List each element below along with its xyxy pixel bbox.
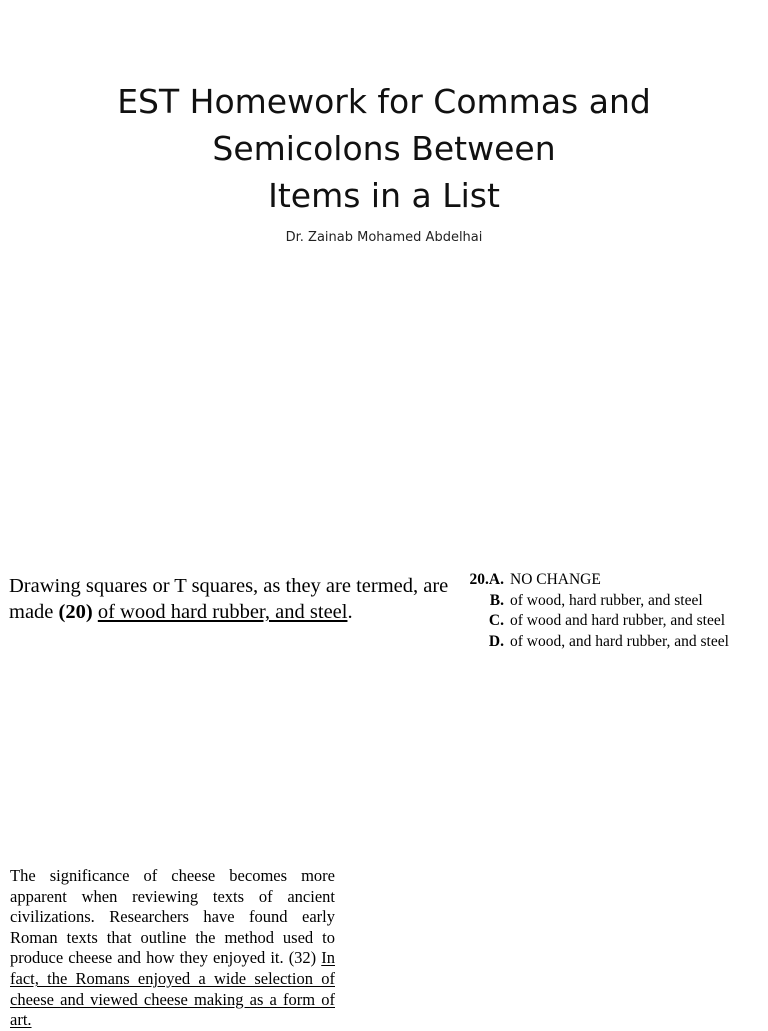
option-c: [463, 611, 753, 632]
title-line-2: Semicolons Between: [212, 129, 556, 168]
option-letter: 20.A.: [469, 571, 504, 588]
option-b: [463, 591, 753, 612]
question-20-options: [463, 570, 753, 652]
question-stem-text: Drawing squares or T squares, as they are termed, are made: [9, 575, 449, 623]
option-a: [463, 570, 753, 591]
title-line-3: Items in a List: [268, 176, 500, 215]
underlined-phrase: of wood hard rubber, and steel: [97, 601, 348, 623]
passage-32: [10, 866, 335, 1031]
question-number-marker: (20): [58, 601, 93, 623]
passage-underlined-sentence: In fact, the Romans enjoyed a wide selection of cheese and viewed cheese making as a form of art.: [10, 948, 335, 1030]
slide-title: [0, 78, 768, 219]
option-d: [463, 632, 753, 653]
option-text: of wood, and hard rubber, and steel: [510, 632, 729, 650]
option-text: NO CHANGE: [510, 571, 601, 588]
option-text: of wood, hard rubber, and steel: [510, 591, 703, 609]
question-20-stem: [9, 573, 449, 625]
author-name: Dr. Zainab Mohamed Abdelhai: [285, 230, 483, 245]
option-letter: C.: [488, 612, 504, 629]
option-letter: D.: [488, 632, 504, 650]
option-letter: B.: [489, 591, 504, 609]
stem-period: .: [347, 601, 353, 623]
option-text: of wood and hard rubber, and steel: [510, 612, 726, 629]
passage-text: The significance of cheese becomes more apparent when reviewing texts of ancient civilizations. Researchers have found early Roman texts that outline the method used to produce cheese and how they enjoyed it. (32): [10, 866, 335, 968]
title-line-1: EST Homework for Commas and: [117, 82, 651, 121]
